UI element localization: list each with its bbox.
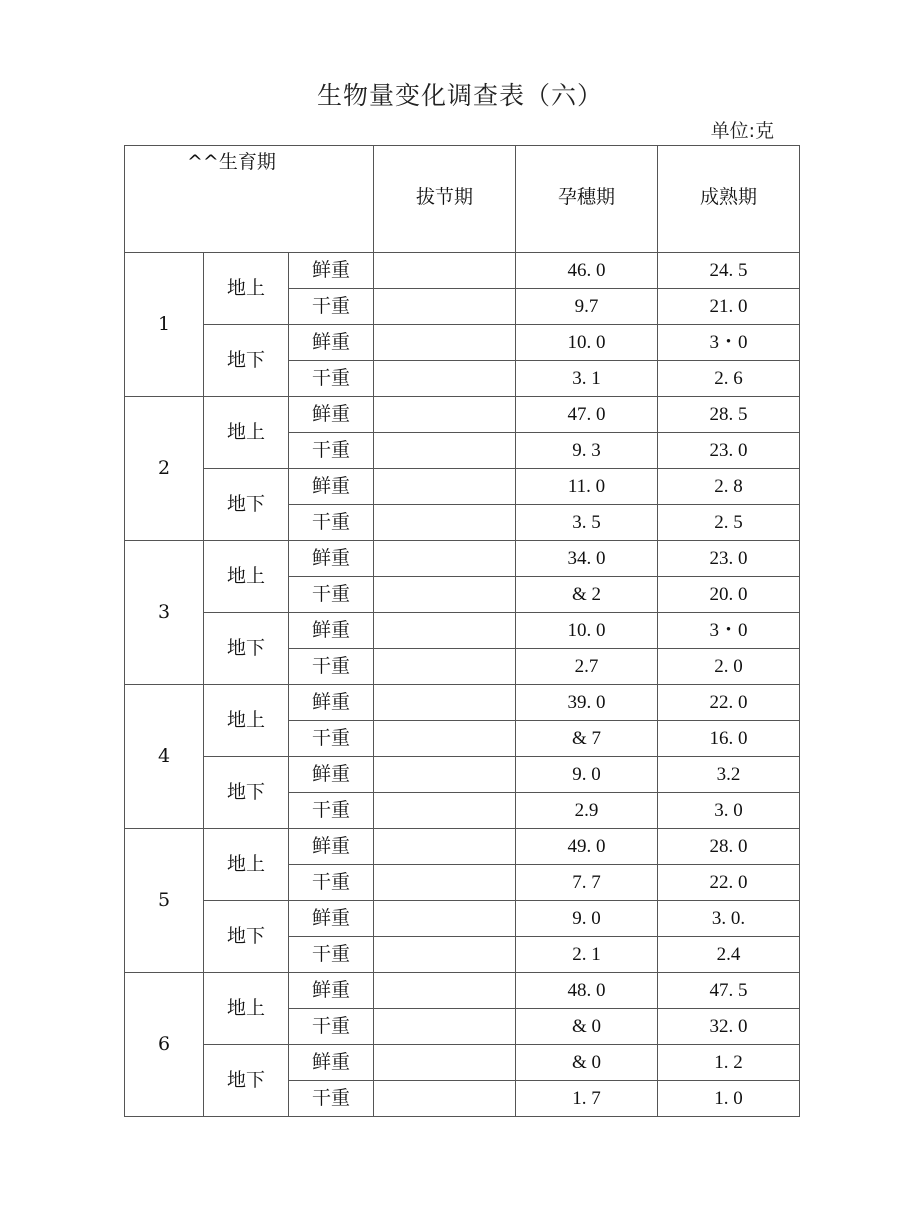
value-cell-booting: 3. 1 <box>516 361 658 397</box>
weight-type-dry: 干重 <box>289 361 374 397</box>
value-cell-jointing <box>374 397 516 433</box>
value-cell-booting: 49. 0 <box>516 829 658 865</box>
sample-number: 4 <box>125 685 204 829</box>
header-row <box>125 146 800 253</box>
value-cell-jointing <box>374 253 516 289</box>
value-cell-booting: & 0 <box>516 1045 658 1081</box>
position-above-ground: 地上 <box>204 829 289 901</box>
value-cell-jointing <box>374 757 516 793</box>
weight-type-fresh: 鲜重 <box>289 1045 374 1081</box>
value-cell-maturity: 20. 0 <box>658 577 800 613</box>
value-cell-jointing <box>374 1081 516 1117</box>
value-cell-booting: 34. 0 <box>516 541 658 577</box>
position-above-ground: 地上 <box>204 541 289 613</box>
growth-stage-header <box>125 146 374 253</box>
value-cell-maturity: 2. 6 <box>658 361 800 397</box>
weight-type-dry: 干重 <box>289 937 374 973</box>
table-row <box>125 757 800 793</box>
table-row <box>125 685 800 721</box>
value-cell-jointing <box>374 721 516 757</box>
sample-number: 6 <box>125 973 204 1117</box>
stage-header-booting: 孕穗期 <box>516 146 658 253</box>
position-above-ground: 地上 <box>204 685 289 757</box>
value-cell-maturity: 1. 0 <box>658 1081 800 1117</box>
table-row <box>125 829 800 865</box>
sample-number: 1 <box>125 253 204 397</box>
stage-header-jointing: 拔节期 <box>374 146 516 253</box>
value-cell-jointing <box>374 505 516 541</box>
table-row <box>125 541 800 577</box>
sample-number: 5 <box>125 829 204 973</box>
value-cell-jointing <box>374 685 516 721</box>
position-below-ground: 地下 <box>204 1045 289 1117</box>
position-below-ground: 地下 <box>204 325 289 397</box>
value-cell-jointing <box>374 325 516 361</box>
value-cell-booting: 39. 0 <box>516 685 658 721</box>
table-row <box>125 613 800 649</box>
weight-type-dry: 干重 <box>289 721 374 757</box>
weight-type-fresh: 鲜重 <box>289 901 374 937</box>
value-cell-booting: & 7 <box>516 721 658 757</box>
value-cell-booting: 48. 0 <box>516 973 658 1009</box>
value-cell-maturity: 23. 0 <box>658 433 800 469</box>
table-row <box>125 1045 800 1081</box>
value-cell-maturity: 47. 5 <box>658 973 800 1009</box>
value-cell-jointing <box>374 1009 516 1045</box>
value-cell-booting: 7. 7 <box>516 865 658 901</box>
weight-type-fresh: 鲜重 <box>289 973 374 1009</box>
value-cell-jointing <box>374 289 516 325</box>
value-cell-jointing <box>374 433 516 469</box>
position-above-ground: 地上 <box>204 397 289 469</box>
weight-type-fresh: 鲜重 <box>289 685 374 721</box>
position-below-ground: 地下 <box>204 613 289 685</box>
value-cell-jointing <box>374 613 516 649</box>
value-cell-maturity: 32. 0 <box>658 1009 800 1045</box>
weight-type-fresh: 鲜重 <box>289 829 374 865</box>
value-cell-jointing <box>374 937 516 973</box>
value-cell-maturity: 2. 0 <box>658 649 800 685</box>
value-cell-jointing <box>374 865 516 901</box>
weight-type-fresh: 鲜重 <box>289 397 374 433</box>
value-cell-booting: 10. 0 <box>516 613 658 649</box>
value-cell-booting: 2.9 <box>516 793 658 829</box>
weight-type-dry: 干重 <box>289 289 374 325</box>
weight-type-dry: 干重 <box>289 505 374 541</box>
position-below-ground: 地下 <box>204 901 289 973</box>
weight-type-fresh: 鲜重 <box>289 253 374 289</box>
weight-type-fresh: 鲜重 <box>289 469 374 505</box>
weight-type-fresh: 鲜重 <box>289 541 374 577</box>
value-cell-maturity: 3.2 <box>658 757 800 793</box>
table-row <box>125 253 800 289</box>
value-cell-jointing <box>374 577 516 613</box>
value-cell-booting: 9.7 <box>516 289 658 325</box>
value-cell-booting: 9. 0 <box>516 757 658 793</box>
position-below-ground: 地下 <box>204 469 289 541</box>
weight-type-dry: 干重 <box>289 433 374 469</box>
value-cell-maturity: 23. 0 <box>658 541 800 577</box>
value-cell-maturity: 3・0 <box>658 613 800 649</box>
value-cell-jointing <box>374 901 516 937</box>
weight-type-dry: 干重 <box>289 1009 374 1045</box>
unit-label: 单位:克 <box>710 120 774 142</box>
value-cell-maturity: 2.4 <box>658 937 800 973</box>
table-row <box>125 901 800 937</box>
sample-number: 2 <box>125 397 204 541</box>
weight-type-fresh: 鲜重 <box>289 325 374 361</box>
growth-stage-label: ^^生育期 <box>187 151 276 173</box>
table-row <box>125 973 800 1009</box>
value-cell-booting: 9. 3 <box>516 433 658 469</box>
table-row <box>125 397 800 433</box>
value-cell-booting: 46. 0 <box>516 253 658 289</box>
value-cell-jointing <box>374 829 516 865</box>
value-cell-jointing <box>374 1045 516 1081</box>
table-row <box>125 469 800 505</box>
value-cell-booting: 3. 5 <box>516 505 658 541</box>
biomass-table <box>124 145 800 1117</box>
value-cell-maturity: 24. 5 <box>658 253 800 289</box>
value-cell-maturity: 28. 5 <box>658 397 800 433</box>
value-cell-jointing <box>374 469 516 505</box>
value-cell-jointing <box>374 973 516 1009</box>
value-cell-booting: & 2 <box>516 577 658 613</box>
value-cell-jointing <box>374 793 516 829</box>
weight-type-dry: 干重 <box>289 577 374 613</box>
stage-header-maturity: 成熟期 <box>658 146 800 253</box>
value-cell-maturity: 16. 0 <box>658 721 800 757</box>
value-cell-booting: 2.7 <box>516 649 658 685</box>
value-cell-maturity: 22. 0 <box>658 865 800 901</box>
value-cell-maturity: 2. 5 <box>658 505 800 541</box>
value-cell-booting: 10. 0 <box>516 325 658 361</box>
table-row <box>125 325 800 361</box>
position-above-ground: 地上 <box>204 253 289 325</box>
value-cell-maturity: 21. 0 <box>658 289 800 325</box>
weight-type-dry: 干重 <box>289 793 374 829</box>
value-cell-booting: 1. 7 <box>516 1081 658 1117</box>
value-cell-maturity: 2. 8 <box>658 469 800 505</box>
value-cell-booting: 47. 0 <box>516 397 658 433</box>
position-below-ground: 地下 <box>204 757 289 829</box>
value-cell-maturity: 22. 0 <box>658 685 800 721</box>
value-cell-booting: 11. 0 <box>516 469 658 505</box>
weight-type-dry: 干重 <box>289 865 374 901</box>
value-cell-maturity: 3・0 <box>658 325 800 361</box>
weight-type-dry: 干重 <box>289 649 374 685</box>
value-cell-maturity: 1. 2 <box>658 1045 800 1081</box>
value-cell-booting: & 0 <box>516 1009 658 1045</box>
weight-type-dry: 干重 <box>289 1081 374 1117</box>
value-cell-booting: 9. 0 <box>516 901 658 937</box>
value-cell-maturity: 3. 0 <box>658 793 800 829</box>
weight-type-fresh: 鲜重 <box>289 757 374 793</box>
sample-number: 3 <box>125 541 204 685</box>
value-cell-maturity: 3. 0. <box>658 901 800 937</box>
value-cell-jointing <box>374 649 516 685</box>
value-cell-maturity: 28. 0 <box>658 829 800 865</box>
value-cell-jointing <box>374 361 516 397</box>
value-cell-booting: 2. 1 <box>516 937 658 973</box>
weight-type-fresh: 鲜重 <box>289 613 374 649</box>
position-above-ground: 地上 <box>204 973 289 1045</box>
value-cell-jointing <box>374 541 516 577</box>
page-title: 生物量变化调查表（六） <box>316 81 603 110</box>
